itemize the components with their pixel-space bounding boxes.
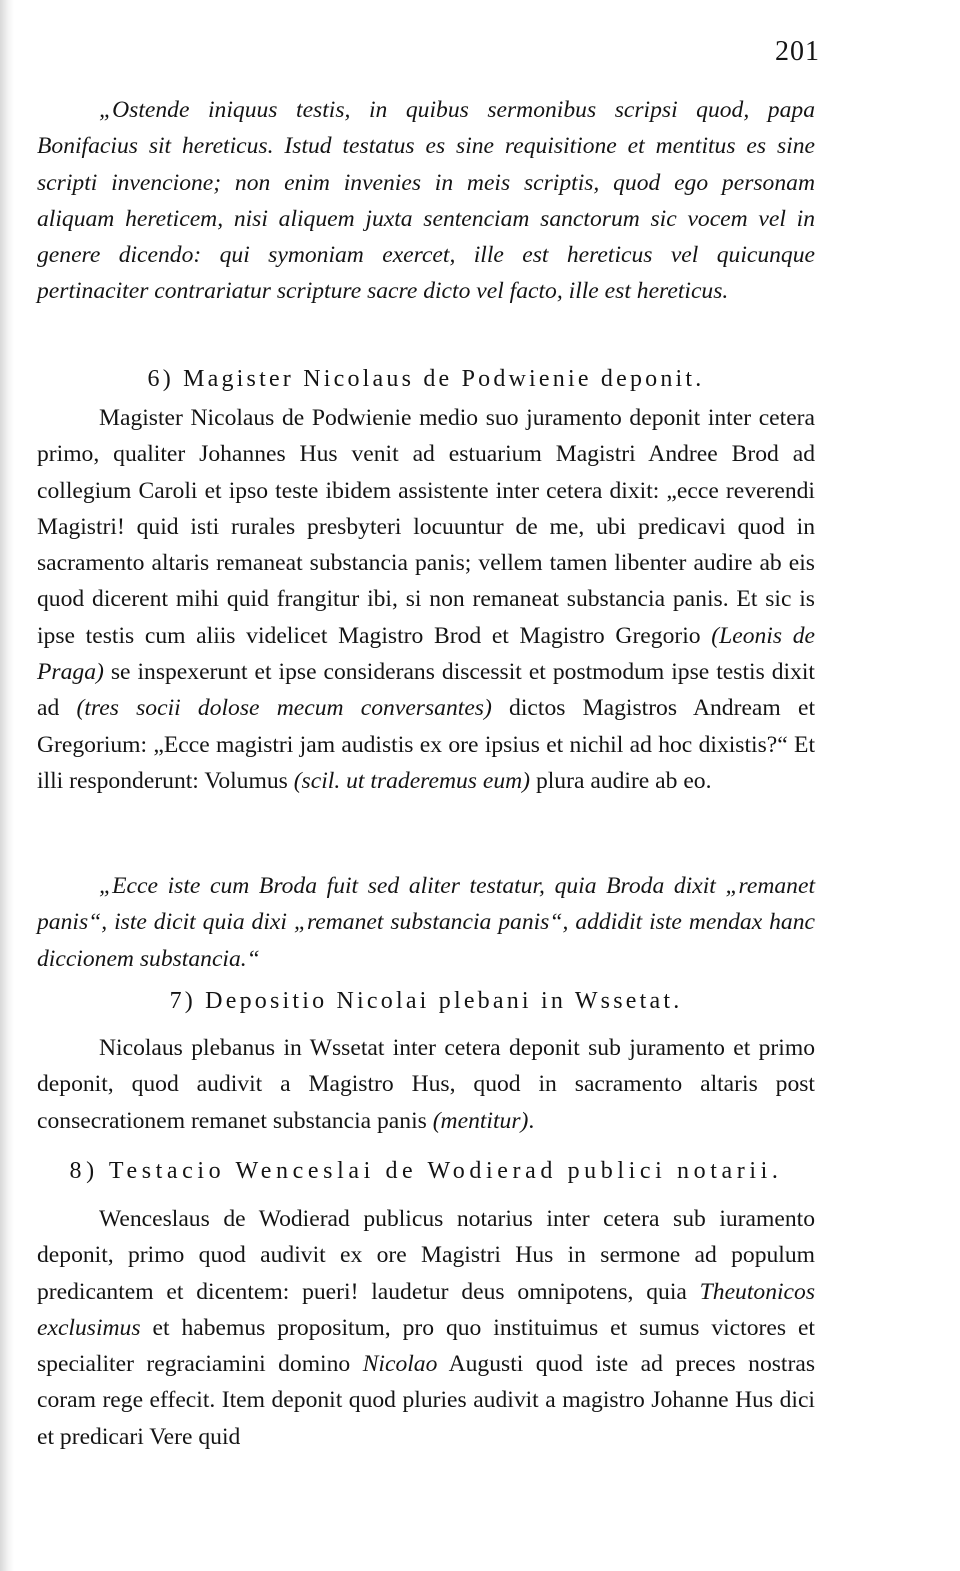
paragraph-text: et habemus propositum, pro quo instituimus et sumus victores et specialiter regraciamini domino (37, 1314, 815, 1378)
paragraph-text: Augusti quod iste ad preces nostras coram rege effecit. Item deponit quod pluries audivit a magistro Johanne Hus dici et predicari Vere quid (37, 1351, 815, 1450)
italic-name: Nicolao (362, 1351, 438, 1378)
paragraph-text: Magister Nicolaus de Podwienie medio suo juramento deponit inter cetera primo, qualiter Johannes Hus venit ad estuarium Magistri Andree Brod ad collegium Caroli et ipso teste ibidem assistente inter cetera dixit: „ecce reverendi Magistri! quid isti rurales presbyteri locuuntur de me, ubi predicavi quod in sacramento altaris remaneat substancia panis; vellem tamen libenter audire ab eis quod dicerent mihi quid frangitur ibi, si non remaneat substancia panis. Et sic is ipse testis cum aliis videlicet Magistro Brod et Magistro Gregorio (37, 405, 815, 649)
quote-hus-bonifacius: „Ostende iniquus testis, in quibus sermonibus scripsi quod, papa Bonifacius sit hereticus. Istud testatus es sine requisitione et mentitus es sine scripti invencione; non enim invenies in meis scriptis, quod ego personam aliquam hereticem, nisi aliquem juxta sentenciam sanctorum sic vocem vel in genere dicendo: qui symoniam exercet, ille est hereticus vel quicunque pertinaciter contrariatur scripture sacre dicto vel facto, ille est hereticus. (37, 97, 815, 305)
italic-gloss: (tres socii dolose mecum conversantes) (76, 695, 492, 722)
paragraph-section-7 (37, 1030, 815, 1139)
paragraph-text: se inspexerunt et ipse considerans discessit et postmodum ipse testis dixit ad (37, 659, 815, 722)
italic-gloss: (Leonis de Praga) (37, 622, 815, 686)
paragraph-text: Wenceslaus de Wodierad publicus notarius inter cetera sub iuramento deponit, primo quod audivit ex ore Magistri Hus in sermone ad populum predicantem et dicentem: pueri! laudetur deus omnipotens, quia (37, 1206, 815, 1305)
paragraph-text: . (528, 1107, 535, 1134)
italic-phrase: Theutonicos exclusimus (37, 1278, 815, 1341)
paragraph-section-8 (37, 1201, 815, 1455)
page-number: 201 (775, 36, 820, 67)
quote-broda: „Ecce iste cum Broda fuit sed aliter testatur, quia Broda dixit „remanet panis“, iste dicit quia dixi „remanet substancia panis“, addidit iste mendax hanc diccionem substancia.“ (37, 873, 815, 972)
italic-gloss: (mentitur) (432, 1107, 529, 1134)
paragraph-text: plura audire ab eo. (530, 767, 712, 794)
heading-section-6: 6) Magister Nicolaus de Podwienie deponit. (147, 366, 705, 392)
paragraph-text: dictos Magistros Andream et Gregorium: „Ecce magistri jam audistis ex ore ipsius et nichil ad hoc dixistis?“ Et illi responderunt: Volumus (37, 695, 815, 794)
heading-section-8: 8) Testacio Wenceslai de Wodierad publici notarii. (69, 1158, 783, 1184)
paragraph-section-6 (37, 400, 815, 799)
italic-gloss: (scil. ut traderemus eum) (293, 767, 531, 794)
page-edge-shadow (0, 0, 14, 1571)
heading-section-7: 7) Depositio Nicolai plebani in Wssetat. (169, 988, 683, 1014)
paragraph-text: Nicolaus plebanus in Wssetat inter cetera deponit sub juramento et primo deponit, quod audivit a Magistro Hus, quod in sacramento altaris post consecrationem remanet substancia panis (37, 1035, 815, 1134)
